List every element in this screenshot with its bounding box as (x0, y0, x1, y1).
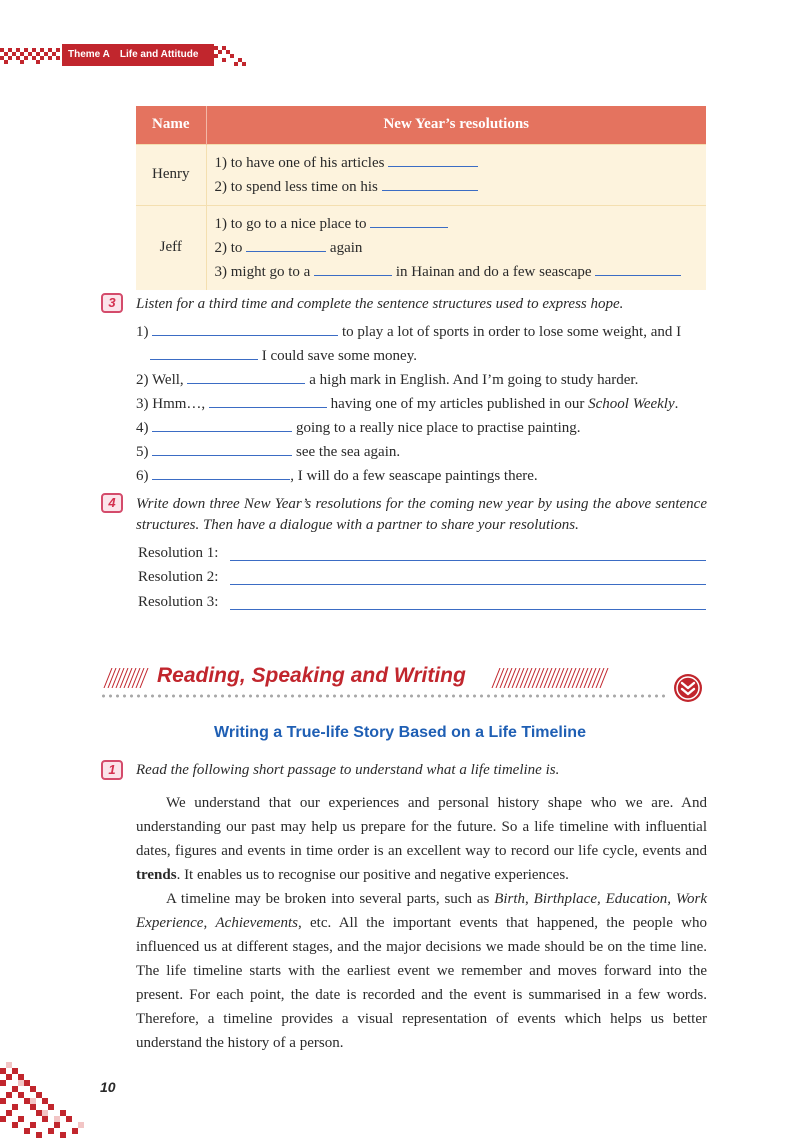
blank-field[interactable] (150, 346, 258, 360)
blank-field[interactable] (152, 442, 292, 456)
line-end: . (674, 396, 679, 412)
task3-line-1 (136, 322, 681, 341)
resolution-label-1: Resolution 1: (138, 545, 219, 561)
blank-field[interactable] (152, 322, 338, 336)
line-prefix: 4) (136, 420, 149, 436)
table-row (136, 205, 706, 290)
line-text: going to a really nice place to practise painting. (296, 420, 581, 436)
separator: , (525, 891, 534, 907)
section-title: Reading, Speaking and Writing (157, 664, 466, 687)
henry-resolution-1: 1) to have one of his articles (214, 154, 385, 171)
blank-field[interactable] (246, 238, 326, 252)
theme-header (0, 44, 250, 66)
task3-line-4 (136, 418, 580, 437)
task-number-badge: 3 (101, 293, 123, 313)
blank-field[interactable] (382, 177, 478, 191)
blank-field[interactable] (209, 394, 327, 408)
row-name-jeff: Jeff (136, 205, 206, 290)
line-prefix: 3) Hmm…, (136, 396, 206, 412)
line-prefix: 5) (136, 444, 149, 460)
resolution-label-3: Resolution 3: (138, 594, 219, 610)
para2-text-a: A timeline may be broken into several parts, such as (166, 891, 495, 907)
task-number-badge: 4 (101, 493, 123, 513)
dotted-divider (100, 694, 668, 698)
separator: , (203, 915, 216, 931)
timeline-part: Achievements (215, 915, 298, 931)
blank-field[interactable] (152, 418, 292, 432)
row-name-henry: Henry (136, 144, 206, 205)
blank-field[interactable] (152, 466, 290, 480)
timeline-part: Birth (494, 891, 526, 907)
line-text: , I will do a few seascape paintings there. (290, 468, 538, 484)
timeline-part: Education (605, 891, 668, 907)
line-text: I could save some money. (261, 348, 417, 364)
para1-bold-term: trends (136, 867, 177, 883)
jeff-resolution-2-end: again (329, 239, 363, 256)
table-row (136, 144, 706, 205)
section-subtitle: Writing a True-life Story Based on a Life Timeline (214, 724, 586, 741)
task3-line-6 (136, 466, 538, 485)
para2-text-b: , etc. All the important events that happened, the people who influenced us at different stages, and the major decisions we made should be on the time line. The life timeline starts with the earliest event we remember and moves forward into the present. For each point, the date is recorded and the event is summarised in a few words. Therefore, a timeline provides a visual representation of events which helps us better understand the history of a person. (136, 915, 708, 1051)
task3-line-5 (136, 442, 400, 461)
hatch-decoration-right (490, 668, 612, 688)
blank-field[interactable] (595, 262, 681, 276)
resolutions-table (136, 106, 706, 290)
task4-instruction: Write down three New Year’s resolutions for the coming new year by using the above sentence structures. Then have a dialogue with a partner to share your resolutions. (136, 496, 707, 533)
pixel-pattern-left (0, 44, 66, 66)
page-number: 10 (100, 1079, 116, 1095)
task-number-badge: 1 (101, 760, 123, 780)
jeff-resolution-3-mid: in Hainan and do a few seascape (395, 263, 592, 280)
timeline-part: Work Experience (136, 891, 708, 931)
pixel-pattern-right (212, 46, 248, 66)
blank-field[interactable] (388, 153, 478, 167)
task1-instruction: Read the following short passage to understand what a life timeline is. (136, 762, 560, 778)
line-prefix: 6) (136, 468, 149, 484)
task3-line-2 (136, 370, 638, 389)
blank-field[interactable] (370, 214, 448, 228)
name-column-header: Name (136, 106, 206, 144)
task3-line-1b (150, 346, 417, 365)
resolution-input-1[interactable] (230, 560, 706, 561)
separator: , (667, 891, 676, 907)
task3-line-3 (136, 394, 678, 413)
pixel-pattern-footer (0, 1060, 96, 1138)
jeff-resolution-1: 1) to go to a nice place to (214, 215, 367, 232)
timeline-part: Birthplace (533, 891, 597, 907)
theme-tab (62, 44, 214, 66)
resolution-label-2: Resolution 2: (138, 569, 219, 585)
passage-paragraph-2 (136, 887, 707, 1055)
resolutions-column-header: New Year’s resolutions (206, 106, 706, 144)
row-resolutions-henry (206, 144, 706, 205)
resolution-input-3[interactable] (230, 609, 706, 610)
row-resolutions-jeff (206, 205, 706, 290)
henry-resolution-2: 2) to spend less time on his (214, 178, 378, 195)
table-header-row (136, 106, 706, 144)
line-prefix: 1) (136, 324, 149, 340)
publication-name: School Weekly (588, 396, 675, 412)
resolution-input-2[interactable] (230, 584, 706, 585)
passage-paragraph-1 (136, 791, 707, 887)
blank-field[interactable] (314, 262, 392, 276)
jeff-resolution-3: 3) might go to a (214, 263, 311, 280)
para1-text-b: . It enables us to recognise our positive and negative experiences. (176, 867, 569, 883)
line-text: to play a lot of sports in order to lose some weight, and I (342, 324, 682, 340)
theme-title: Life and Attitude (119, 49, 199, 60)
jeff-resolution-2: 2) to (214, 239, 243, 256)
double-chevron-down-icon (673, 673, 703, 703)
blank-field[interactable] (187, 370, 305, 384)
para1-text-a: We understand that our experiences and personal history shape who we are. And understanding our past may help us prepare for the future. So a life timeline with influential dates, figures and events in time order is an excellent way to record our life cycle, events and (136, 795, 707, 859)
hatch-decoration-left (102, 668, 152, 688)
line-prefix: 2) Well, (136, 372, 184, 388)
separator: , (597, 891, 606, 907)
theme-label: Theme A (68, 49, 110, 60)
line-text: a high mark in English. And I’m going to study harder. (309, 372, 639, 388)
line-text: see the sea again. (296, 444, 401, 460)
line-text: having one of my articles published in our (330, 396, 585, 412)
task3-instruction: Listen for a third time and complete the sentence structures used to express hope. (136, 296, 624, 312)
